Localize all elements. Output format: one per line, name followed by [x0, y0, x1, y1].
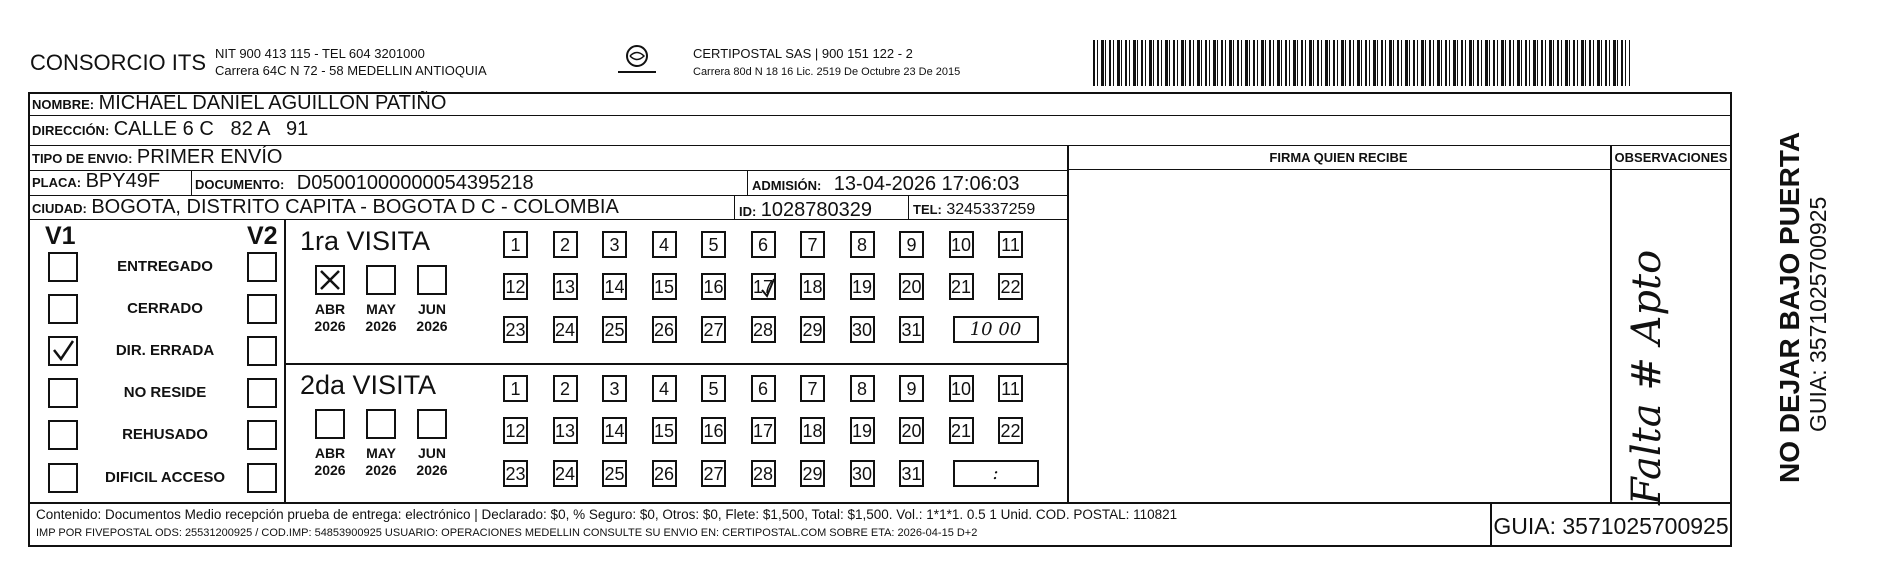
v2-checkbox[interactable] — [247, 378, 277, 408]
day-box[interactable]: 28 — [751, 316, 776, 343]
day-box[interactable]: 23 — [503, 316, 528, 343]
day-box[interactable]: 5 — [701, 231, 726, 258]
observaciones-handwriting: Falta # Apto — [1624, 249, 1670, 505]
placa-label: PLACA: — [32, 175, 82, 190]
month-name: MAY — [366, 445, 396, 461]
day-box[interactable]: 31 — [899, 460, 924, 487]
time-box[interactable]: : — [953, 460, 1039, 487]
day-box[interactable]: 7 — [800, 231, 825, 258]
row-nombre — [28, 92, 1732, 116]
tipo-label: TIPO DE ENVIO: — [32, 151, 133, 166]
status-label: ENTREGADO — [117, 258, 213, 275]
month-name: MAY — [366, 301, 396, 317]
status-label: DIFICIL ACCESO — [104, 469, 225, 486]
documento-label: DOCUMENTO: — [195, 177, 285, 192]
day-box[interactable]: 20 — [899, 273, 924, 300]
day-box[interactable]: 8 — [850, 375, 875, 402]
day-box[interactable]: 31 — [899, 316, 924, 343]
month-year: 2026 — [365, 462, 397, 478]
day-check-icon — [754, 276, 776, 300]
month-year: 2026 — [416, 318, 448, 334]
day-box[interactable]: 6 — [751, 375, 776, 402]
ciudad-value: BOGOTA, DISTRITO CAPITA - BOGOTA D C - COLOMBIA — [91, 196, 619, 218]
month-year: 2026 — [314, 318, 346, 334]
observaciones-header: OBSERVACIONES — [1614, 150, 1728, 165]
v1-checkbox[interactable] — [48, 420, 78, 450]
cross-mark-icon — [317, 267, 343, 293]
day-box[interactable]: 12 — [503, 273, 528, 300]
certipostal-info: CERTIPOSTAL SAS | 900 151 122 - 2 — [693, 46, 913, 61]
v1-checkbox[interactable] — [48, 252, 78, 282]
month-checkbox[interactable] — [366, 265, 396, 295]
day-box[interactable]: 24 — [553, 460, 578, 487]
footer-guia: GUIA: 3571025700925 — [1493, 513, 1729, 539]
month-checkbox[interactable] — [315, 265, 345, 295]
day-box[interactable]: 6 — [751, 231, 776, 258]
certipostal-license: Carrera 80d N 18 16 Lic. 2519 De Octubre 23 De 2015 — [693, 66, 961, 78]
day-box[interactable]: 26 — [652, 316, 677, 343]
day-box[interactable]: 17 — [751, 273, 776, 300]
day-box[interactable]: 12 — [503, 417, 528, 444]
v2-checkbox[interactable] — [247, 463, 277, 493]
v1-checkbox[interactable] — [48, 336, 78, 366]
month-year: 2026 — [416, 462, 448, 478]
direccion-label: DIRECCIÓN: — [32, 123, 110, 138]
month-name: ABR — [314, 445, 346, 461]
day-box[interactable]: 14 — [602, 417, 627, 444]
day-box[interactable]: 25 — [602, 316, 627, 343]
visit1-title: 1ra VISITA — [300, 226, 431, 256]
month-checkbox[interactable] — [417, 265, 447, 295]
v2-checkbox[interactable] — [247, 420, 277, 450]
company-name: CONSORCIO ITS — [30, 50, 207, 75]
visit2-title: 2da VISITA — [300, 370, 437, 400]
month-checkbox[interactable] — [417, 409, 447, 439]
day-box[interactable]: 22 — [998, 273, 1023, 300]
day-box[interactable]: 3 — [602, 231, 627, 258]
row-direccion — [28, 116, 1732, 146]
day-box[interactable]: 1 — [503, 231, 528, 258]
v1-checkbox[interactable] — [48, 294, 78, 324]
day-box[interactable]: 8 — [850, 231, 875, 258]
status-label: NO RESIDE — [123, 384, 207, 401]
day-box[interactable]: 10 — [949, 231, 974, 258]
v2-checkbox[interactable] — [247, 252, 277, 282]
v2-label: V2 — [247, 222, 278, 250]
status-label: CERRADO — [127, 300, 203, 317]
barcode — [1093, 40, 1630, 86]
day-box[interactable]: 19 — [850, 417, 875, 444]
day-box[interactable]: 15 — [652, 417, 677, 444]
id-value: 1028780329 — [760, 199, 873, 221]
day-box[interactable]: 2 — [553, 375, 578, 402]
day-box[interactable]: 29 — [800, 460, 825, 487]
day-box[interactable]: 27 — [701, 460, 726, 487]
day-box[interactable]: 9 — [899, 231, 924, 258]
month-name: ABR — [314, 301, 346, 317]
month-checkbox[interactable] — [366, 409, 396, 439]
nombre-value: MICHAEL DANIEL AGUILLON PATIÑO — [98, 92, 447, 114]
day-box[interactable]: 24 — [553, 316, 578, 343]
documento-value: D05001000000054395218 — [296, 172, 534, 194]
day-box[interactable]: 29 — [800, 316, 825, 343]
day-box[interactable]: 7 — [800, 375, 825, 402]
row-ciudad — [28, 196, 1067, 220]
day-box[interactable]: 11 — [998, 231, 1023, 258]
firma-header: FIRMA QUIEN RECIBE — [1269, 150, 1408, 165]
day-box[interactable]: 28 — [751, 460, 776, 487]
day-box[interactable]: 30 — [850, 316, 875, 343]
month-name: JUN — [417, 445, 446, 461]
day-box[interactable]: 23 — [503, 460, 528, 487]
v1-label: V1 — [45, 222, 76, 250]
day-box[interactable]: 10 — [949, 375, 974, 402]
tel-label: TEL: — [913, 202, 942, 217]
tipo-value: PRIMER ENVÍO — [136, 146, 283, 168]
day-box[interactable]: 25 — [602, 460, 627, 487]
day-box[interactable]: 1 — [503, 375, 528, 402]
status-label: DIR. ERRADA — [115, 342, 215, 359]
v1-checkbox[interactable] — [48, 378, 78, 408]
side-guia: GUIA: 3571025700925 — [1805, 196, 1831, 432]
day-box[interactable]: 13 — [553, 273, 578, 300]
no-dejar-bajo-puerta: NO DEJAR BAJO PUERTA — [1774, 131, 1805, 483]
certipostal-logo — [612, 44, 662, 78]
v2-checkbox[interactable] — [247, 294, 277, 324]
day-box[interactable]: 26 — [652, 460, 677, 487]
ciudad-label: CIUDAD: — [32, 201, 87, 216]
month-checkbox[interactable] — [315, 409, 345, 439]
direccion-value: CALLE 6 C 82 A 91 — [113, 118, 309, 140]
nombre-label: NOMBRE: — [32, 97, 95, 112]
month-year: 2026 — [314, 462, 346, 478]
day-box[interactable]: 4 — [652, 231, 677, 258]
day-box[interactable]: 15 — [652, 273, 677, 300]
month-name: JUN — [417, 301, 446, 317]
placa-value: BPY49F — [85, 170, 161, 192]
admision-value: 13-04-2026 17:06:03 — [833, 173, 1020, 195]
day-box[interactable]: 19 — [850, 273, 875, 300]
month-year: 2026 — [365, 318, 397, 334]
day-box[interactable]: 20 — [899, 417, 924, 444]
day-box[interactable]: 14 — [602, 273, 627, 300]
day-box[interactable]: 13 — [553, 417, 578, 444]
id-label: ID: — [739, 204, 757, 219]
day-box[interactable]: 9 — [899, 375, 924, 402]
day-box[interactable]: 2 — [553, 231, 578, 258]
company-nit-tel: NIT 900 413 115 - TEL 604 3201000 — [215, 46, 425, 61]
footer-imp: IMP POR FIVEPOSTAL ODS: 25531200925 / COD.IMP: 54853900925 USUARIO: OPERACIONES MEDELLIN CONSULTE SU ENVIO EN: CERTIPOSTAL.COM SOBRE ETA: 2026-04-15 D+2 — [36, 527, 978, 539]
tel-value: 3245337259 — [946, 201, 1036, 218]
company-address: Carrera 64C N 72 - 58 MEDELLIN ANTIOQUIA — [215, 63, 487, 78]
day-box[interactable]: 21 — [949, 417, 974, 444]
v1-checkbox[interactable] — [48, 463, 78, 493]
v2-checkbox[interactable] — [247, 336, 277, 366]
day-box[interactable]: 21 — [949, 273, 974, 300]
day-box[interactable]: 27 — [701, 316, 726, 343]
footer-contenido: Contenido: Documentos Medio recepción prueba de entrega: electrónico | Declarado: $0, % Seguro: $0, Otros: $0, Flete: $1,500, Total: $1,500. Vol.: 1*1*1. 0.5 1 Unid. COD. POSTAL: 110821 — [36, 507, 1178, 522]
day-box[interactable]: 5 — [701, 375, 726, 402]
check-mark-icon — [50, 338, 76, 364]
day-box[interactable]: 30 — [850, 460, 875, 487]
day-box[interactable]: 4 — [652, 375, 677, 402]
time-box[interactable]: 10 00 — [953, 316, 1039, 343]
day-box[interactable]: 17 — [751, 417, 776, 444]
day-box[interactable]: 22 — [998, 417, 1023, 444]
admision-label: ADMISIÓN: — [752, 178, 822, 193]
day-box[interactable]: 11 — [998, 375, 1023, 402]
day-box[interactable]: 16 — [701, 417, 726, 444]
day-box[interactable]: 18 — [800, 417, 825, 444]
day-box[interactable]: 18 — [800, 273, 825, 300]
day-box[interactable]: 16 — [701, 273, 726, 300]
day-box[interactable]: 3 — [602, 375, 627, 402]
status-label: REHUSADO — [122, 426, 208, 443]
